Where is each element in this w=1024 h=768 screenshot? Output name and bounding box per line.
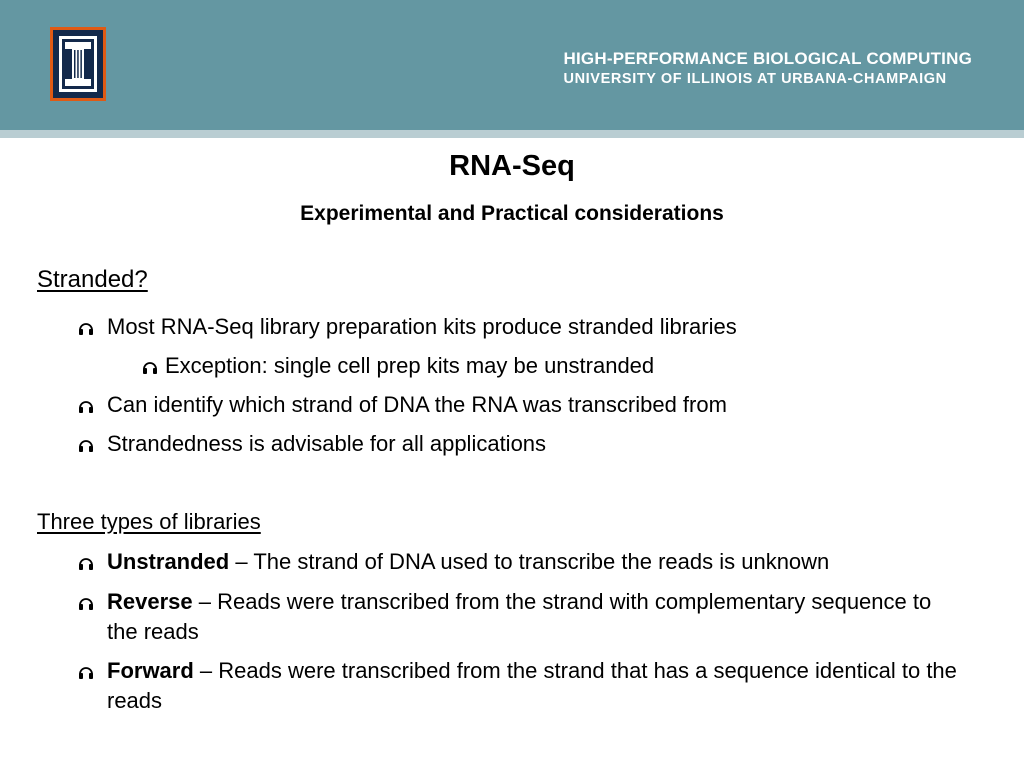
headphones-bullet-icon [78, 665, 94, 679]
bullet-text [107, 547, 958, 577]
library-type-description: – The strand of DNA used to transcribe the reads is unknown [229, 549, 830, 574]
bullet-text [107, 656, 958, 716]
library-type-description: – Reads were transcribed from the strand that has a sequence identical to the reads [107, 658, 957, 713]
bullet-item [78, 547, 958, 577]
bullet-item [78, 390, 958, 420]
bullet-item [78, 656, 958, 716]
library-type-unstranded: Unstranded [107, 549, 230, 574]
header-banner [0, 0, 1024, 130]
sub-bullet-item [142, 351, 1022, 381]
section-heading-library-types: Three types of libraries [37, 509, 261, 534]
bullet-item [78, 429, 958, 459]
org-line-1: HIGH-PERFORMANCE BIOLOGICAL COMPUTING [563, 49, 972, 68]
bullet-text [107, 587, 958, 647]
bullet-text: Can identify which strand of DNA the RNA was transcribed from [107, 392, 727, 417]
organization-name [564, 49, 972, 89]
header-divider [0, 130, 1024, 138]
headphones-bullet-icon [78, 399, 94, 413]
headphones-bullet-icon [78, 556, 94, 570]
slide-subtitle: Experimental and Practical considerations [300, 202, 724, 225]
headphones-bullet-icon [78, 438, 94, 452]
headphones-bullet-icon [142, 360, 158, 374]
bullet-text: Strandedness is advisable for all applications [107, 431, 547, 456]
illinois-logo-icon [50, 27, 106, 101]
section-heading-stranded: Stranded? [37, 266, 148, 293]
bullet-text: Exception: single cell prep kits may be unstranded [165, 353, 655, 378]
headphones-bullet-icon [78, 596, 94, 610]
headphones-bullet-icon [78, 321, 94, 335]
library-type-description: – Reads were transcribed from the strand with complementary sequence to the reads [107, 589, 932, 644]
org-line-2: UNIVERSITY OF ILLINOIS AT URBANA-CHAMPAIGN [563, 71, 947, 87]
slide-title: RNA-Seq [449, 150, 575, 182]
library-type-reverse: Reverse [107, 589, 193, 614]
bullet-item [78, 587, 958, 647]
bullet-item [78, 312, 958, 342]
bullet-text: Most RNA-Seq library preparation kits produce stranded libraries [107, 314, 737, 339]
library-type-forward: Forward [107, 658, 194, 683]
